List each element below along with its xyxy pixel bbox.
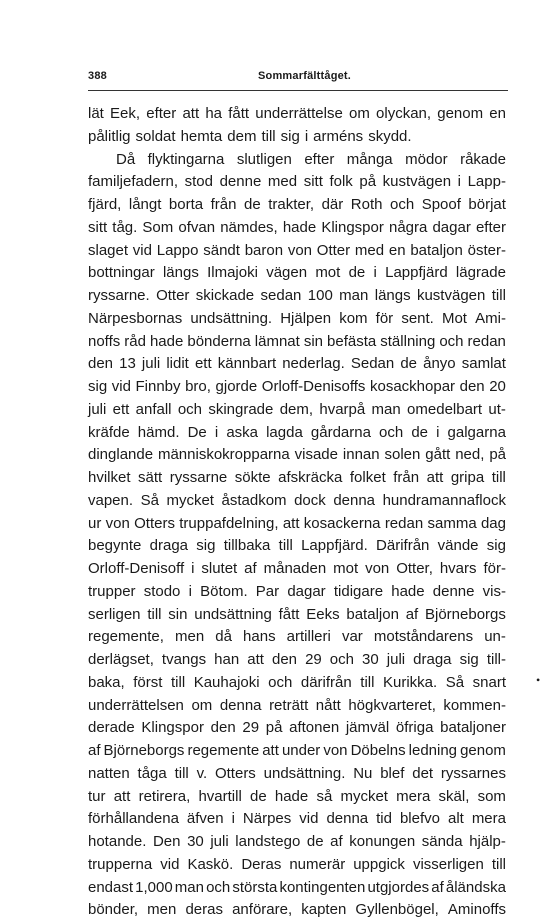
text-line: trupperna vid Kaskö. Deras numerär uppgick visserligen till <box>88 855 506 873</box>
text-line: den 13 juli lidit ett kännbart nederlag. Sedan de ånyo samlat <box>88 355 506 373</box>
text-line: tur att retirera, hvartill de hade så mycket mera skäl, som <box>88 787 506 805</box>
running-head <box>88 70 508 86</box>
text-line: sitt tåg. Som ofvan nämdes, hade Klingspor några dagar efter <box>88 218 506 236</box>
text-line: slaget vid Lappo sändt baron von Otter med en bataljon öster- <box>88 241 506 259</box>
margin-mark: • <box>536 673 541 687</box>
text-line: Då flyktingarna slutligen efter många mödor råkade <box>116 150 506 168</box>
text-line: serligen till sin undsättning fått Eeks bataljon af Björneborgs <box>88 605 506 623</box>
text-line: hvilket sätt ryssarne sökte afskräcka folket från att gripa till <box>88 469 506 486</box>
page-number: 388 <box>88 70 107 82</box>
text-line: lät Eek, efter att ha fått underrättelse om olyckan, genom en <box>88 105 506 122</box>
text-line: kräfde hämd. De i aska lagda gårdarna och de i galgarna <box>88 423 506 441</box>
text-line: familjefadern, stod denne med sitt folk på kustvägen i Lapp- <box>88 173 506 191</box>
text-line: endast 1,000 man och största kontingenten utgjordes af åländska <box>88 878 506 896</box>
text-line: pålitlig soldat hemta dem till sig i arméns skydd. <box>88 127 412 145</box>
text-line: hotande. Den 30 juli landstego de af konungen sända hjälp- <box>88 833 506 850</box>
text-line: af Björneborgs regemente att under von Döbelns ledning genom <box>88 742 506 759</box>
text-line: baka, först till Kauhajoki och därifrån till Kurikka. Så snart <box>88 673 506 691</box>
text-line: bönder, men deras anförare, kapten Gyllenbögel, Aminoffs <box>88 901 506 919</box>
header-rule <box>88 90 508 91</box>
text-line: derade Klingspor den 29 på aftonen jämväl öfriga bataljoner <box>88 719 506 737</box>
text-line: dinglande människokropparna visade innan solen gått ned, på <box>88 446 506 464</box>
text-line: ur von Otters truppafdelning, att kosackerna redan samma dag <box>88 514 506 532</box>
running-title: Sommarfälttåget. <box>258 70 352 82</box>
text-line: förhållandena äfven i Närpes vid denna tid blefvo alt mera <box>88 810 506 828</box>
text-line: Närpesbornas undsättning. Hjälpen kom för sent. Mot Ami- <box>88 309 506 327</box>
text-line: trupper stodo i Bötom. Par dagar tidigare hade denne vis- <box>88 582 506 600</box>
text-line: ryssarne. Otter skickade sedan 100 man längs kustvägen till <box>88 287 506 304</box>
text-line: Orloff-Denisoff i slutet af månaden mot von Otter, hvars för- <box>88 560 506 577</box>
body-text <box>88 103 506 922</box>
text-line: underrättelsen om denna reträtt nått högkvarteret, kommen- <box>88 696 506 714</box>
text-line: noffs råd hade bönderna lämnat sin befästa ställning och redan <box>88 332 506 350</box>
text-line: vapen. Så mycket åstadkom dock denna hundramannaflock <box>88 491 506 509</box>
text-line: sig vid Finnby bro, gjorde Orloff-Denisoffs kosackhopar den 20 <box>88 378 506 395</box>
text-line: juli ett anfall och skingrade dem, hvarpå man omedelbart ut- <box>88 400 506 418</box>
text-line: natten tåga till v. Otters undsättning. Nu blef det ryssarnes <box>88 764 506 782</box>
text-line: bottningar längs Ilmajoki vägen mot de i Lappfjärd lägrade <box>88 264 506 282</box>
text-line: fjärd, långt borta från de trakter, där Roth och Spoof börjat <box>88 196 506 213</box>
text-line: begynte draga sig tillbaka till Lappfjärd. Därifrån vände sig <box>88 537 506 555</box>
text-line: derlägset, tvangs han att den 29 och 30 juli draga sig till- <box>88 651 506 668</box>
text-line: regemente, men då hans artilleri var motståndarens un- <box>88 628 506 646</box>
